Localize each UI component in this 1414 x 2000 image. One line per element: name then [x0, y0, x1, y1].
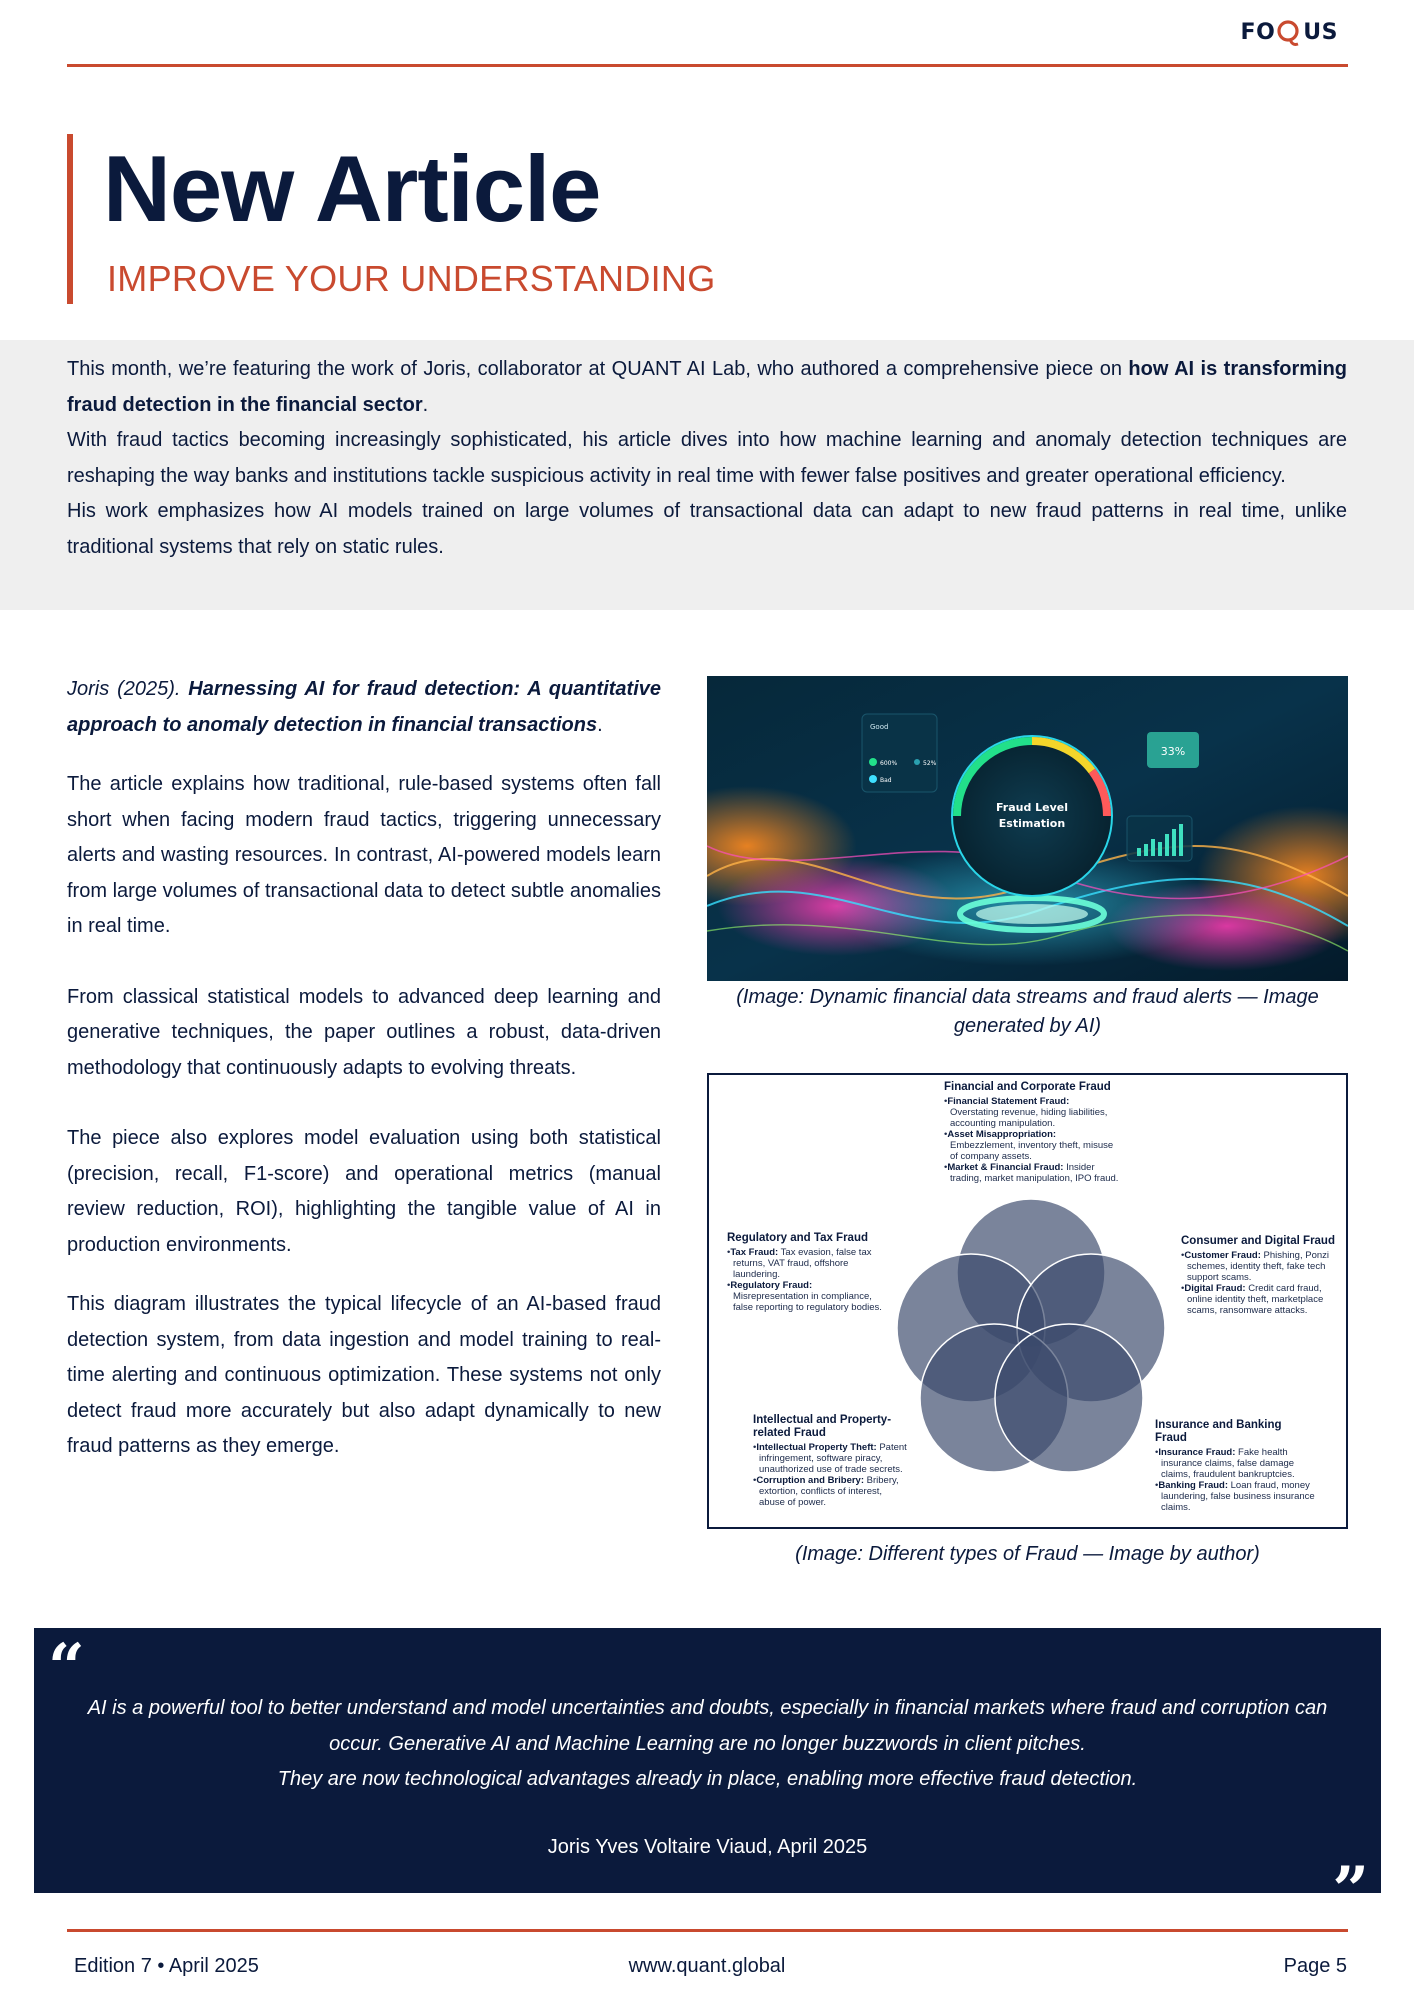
page-title: New Article [103, 136, 601, 241]
hero-badge: 33% [1160, 745, 1186, 758]
quote-line-1: AI is a powerful tool to better understand and model uncertainties and doubts, especially in financial markets where fraud and corruption can occur. Generative AI and Machine Learning are no longer buzzwords in client pitches. [87, 1697, 1328, 1755]
venn-item: •Financial Statement Fraud: Overstating revenue, hiding liabilities, accounting manipulation. [944, 1096, 1108, 1129]
hero-panel-value-3: 52% [923, 760, 937, 767]
intro-paragraph-3: His work emphasizes how AI models trained on large volumes of transactional data can adapt to new fraud patterns in real time, unlike traditional systems that rely on static rules. [67, 500, 1347, 558]
hero-panel-value-2: Bad [880, 777, 892, 784]
quote-line-2: They are now technological advantages already in place, enabling more effective fraud detection. [277, 1768, 1138, 1790]
reference-end: . [597, 713, 603, 736]
body-paragraph-3: The piece also explores model evaluation using both statistical (precision, recall, F1-score) and operational metrics (manual review reduction, ROI), highlighting the tangible value of AI in production environments. [67, 1127, 661, 1256]
hero-center-label-2: Estimation [998, 817, 1066, 830]
venn-intellectual [753, 1414, 908, 1508]
venn-item: •Banking Fraud: Loan fraud, money laundering, false business insurance claims. [1155, 1480, 1315, 1513]
footer-page-number: Page 5 [1283, 1955, 1347, 1977]
intro-p1-text: This month, we’re featuring the work of Joris, collaborator at QUANT AI Lab, who authored a comprehensive piece on [67, 358, 1129, 380]
venn-circle-bottom-right [995, 1324, 1143, 1472]
intro-section [0, 340, 1414, 610]
hero-image [707, 676, 1348, 981]
venn-item: •Corruption and Bribery: Bribery, extortion, conflicts of interest, abuse of power. [753, 1475, 899, 1508]
venn-regulatory [727, 1232, 887, 1313]
venn-intellectual-title: Intellectual and Property-related Fraud [753, 1414, 892, 1439]
intro-paragraph-2: With fraud tactics becoming increasingly sophisticated, his article dives into how machine learning and anomaly detection techniques are reshaping the way banks and institutions tackle suspicious activity in real time with fewer false positives and greater operational efficiency. [67, 429, 1347, 487]
article-body [67, 672, 661, 1465]
footer-edition: Edition 7 • April 2025 [74, 1955, 259, 1977]
hero-panel-title: Good [870, 723, 889, 731]
venn-consumer-title: Consumer and Digital Fraud [1181, 1235, 1335, 1247]
venn-item: •Intellectual Property Theft: Patent infringement, software piracy, unauthorized use of trade secrets. [753, 1442, 907, 1475]
venn-item: •Customer Fraud: Phishing, Ponzi schemes, identity theft, fake tech support scams. [1181, 1250, 1329, 1283]
footer-website-link[interactable]: www.quant.global [628, 1955, 786, 1977]
venn-item: •Regulatory Fraud: Misrepresentation in compliance, false reporting to regulatory bodies. [727, 1280, 882, 1313]
hero-center-label-1: Fraud Level [995, 801, 1069, 814]
venn-consumer [1181, 1235, 1339, 1316]
venn-item: •Market & Financial Fraud: Insider trading, market manipulation, IPO fraud. [944, 1162, 1119, 1184]
intro-p1-end: . [422, 393, 429, 416]
venn-item: •Digital Fraud: Credit card fraud, online identity theft, marketplace scams, ransomware attacks. [1181, 1283, 1324, 1316]
reference-author: Joris (2025). [67, 678, 189, 700]
venn-item: •Tax Fraud: Tax evasion, false tax returns, VAT fraud, offshore laundering. [727, 1247, 872, 1280]
venn-financial [944, 1081, 1119, 1184]
close-quote-icon: ” [1332, 1853, 1369, 1928]
reference-title: Harnessing AI for fraud detection: A quantitative approach to anomaly detection in financial transactions [67, 678, 661, 736]
logo-text-left: FO [1240, 19, 1276, 45]
venn-item: •Asset Misappropriation: Embezzlement, inventory theft, misuse of company assets. [944, 1129, 1114, 1162]
venn-insurance-title: Insurance and Banking Fraud [1155, 1419, 1282, 1444]
top-divider [67, 64, 1348, 67]
venn-financial-title: Financial and Corporate Fraud [944, 1081, 1111, 1093]
bottom-divider [67, 1929, 1348, 1932]
quote-text [64, 1691, 1351, 1798]
logo-text-right: US [1303, 19, 1338, 45]
diagram-caption: (Image: Different types of Fraud — Image by author) [795, 1543, 1260, 1565]
venn-regulatory-title: Regulatory and Tax Fraud [727, 1232, 869, 1244]
body-paragraph-2: From classical statistical models to advanced deep learning and generative techniques, the paper outlines a robust, data-driven methodology that continuously adapts to evolving threats. [67, 985, 661, 1079]
logo-q-icon [1276, 18, 1302, 46]
intro-paragraph-1 [67, 352, 1347, 423]
venn-item: •Insurance Fraud: Fake health insurance claims, false damage claims, fraudulent bankruptcies. [1155, 1447, 1295, 1480]
page-subtitle: IMPROVE YOUR UNDERSTANDING [107, 258, 716, 299]
title-block [67, 134, 716, 304]
hero-panel-value-1: 600% [880, 760, 898, 767]
focus-logo [1241, 18, 1338, 46]
article-reference [67, 672, 661, 743]
venn-insurance [1155, 1419, 1315, 1513]
intro-p1-highlight: how AI is transforming fraud detection in the financial sector [67, 358, 1348, 416]
hero-image-caption: (Image: Dynamic financial data streams and fraud alerts — Image generated by AI) [736, 986, 1319, 1037]
quote-block [34, 1628, 1381, 1928]
fraud-types-diagram [707, 1073, 1348, 1529]
body-paragraph-1: The article explains how traditional, rule-based systems often fall short when facing modern fraud tactics, triggering unnecessary alerts and wasting resources. In contrast, AI-powered models learn from large volumes of transactional data to detect subtle anomalies in real time. [67, 773, 661, 937]
quote-author: Joris Yves Voltaire Viaud, April 2025 [547, 1836, 868, 1858]
body-paragraph-4: This diagram illustrates the typical lifecycle of an AI-based fraud detection system, from data ingestion and model training to real-time alerting and continuous optimization. These systems not only detect fraud more accurately but also adapt dynamically to new fraud patterns as they emerge. [67, 1293, 661, 1457]
open-quote-icon: “ [48, 1630, 85, 1705]
